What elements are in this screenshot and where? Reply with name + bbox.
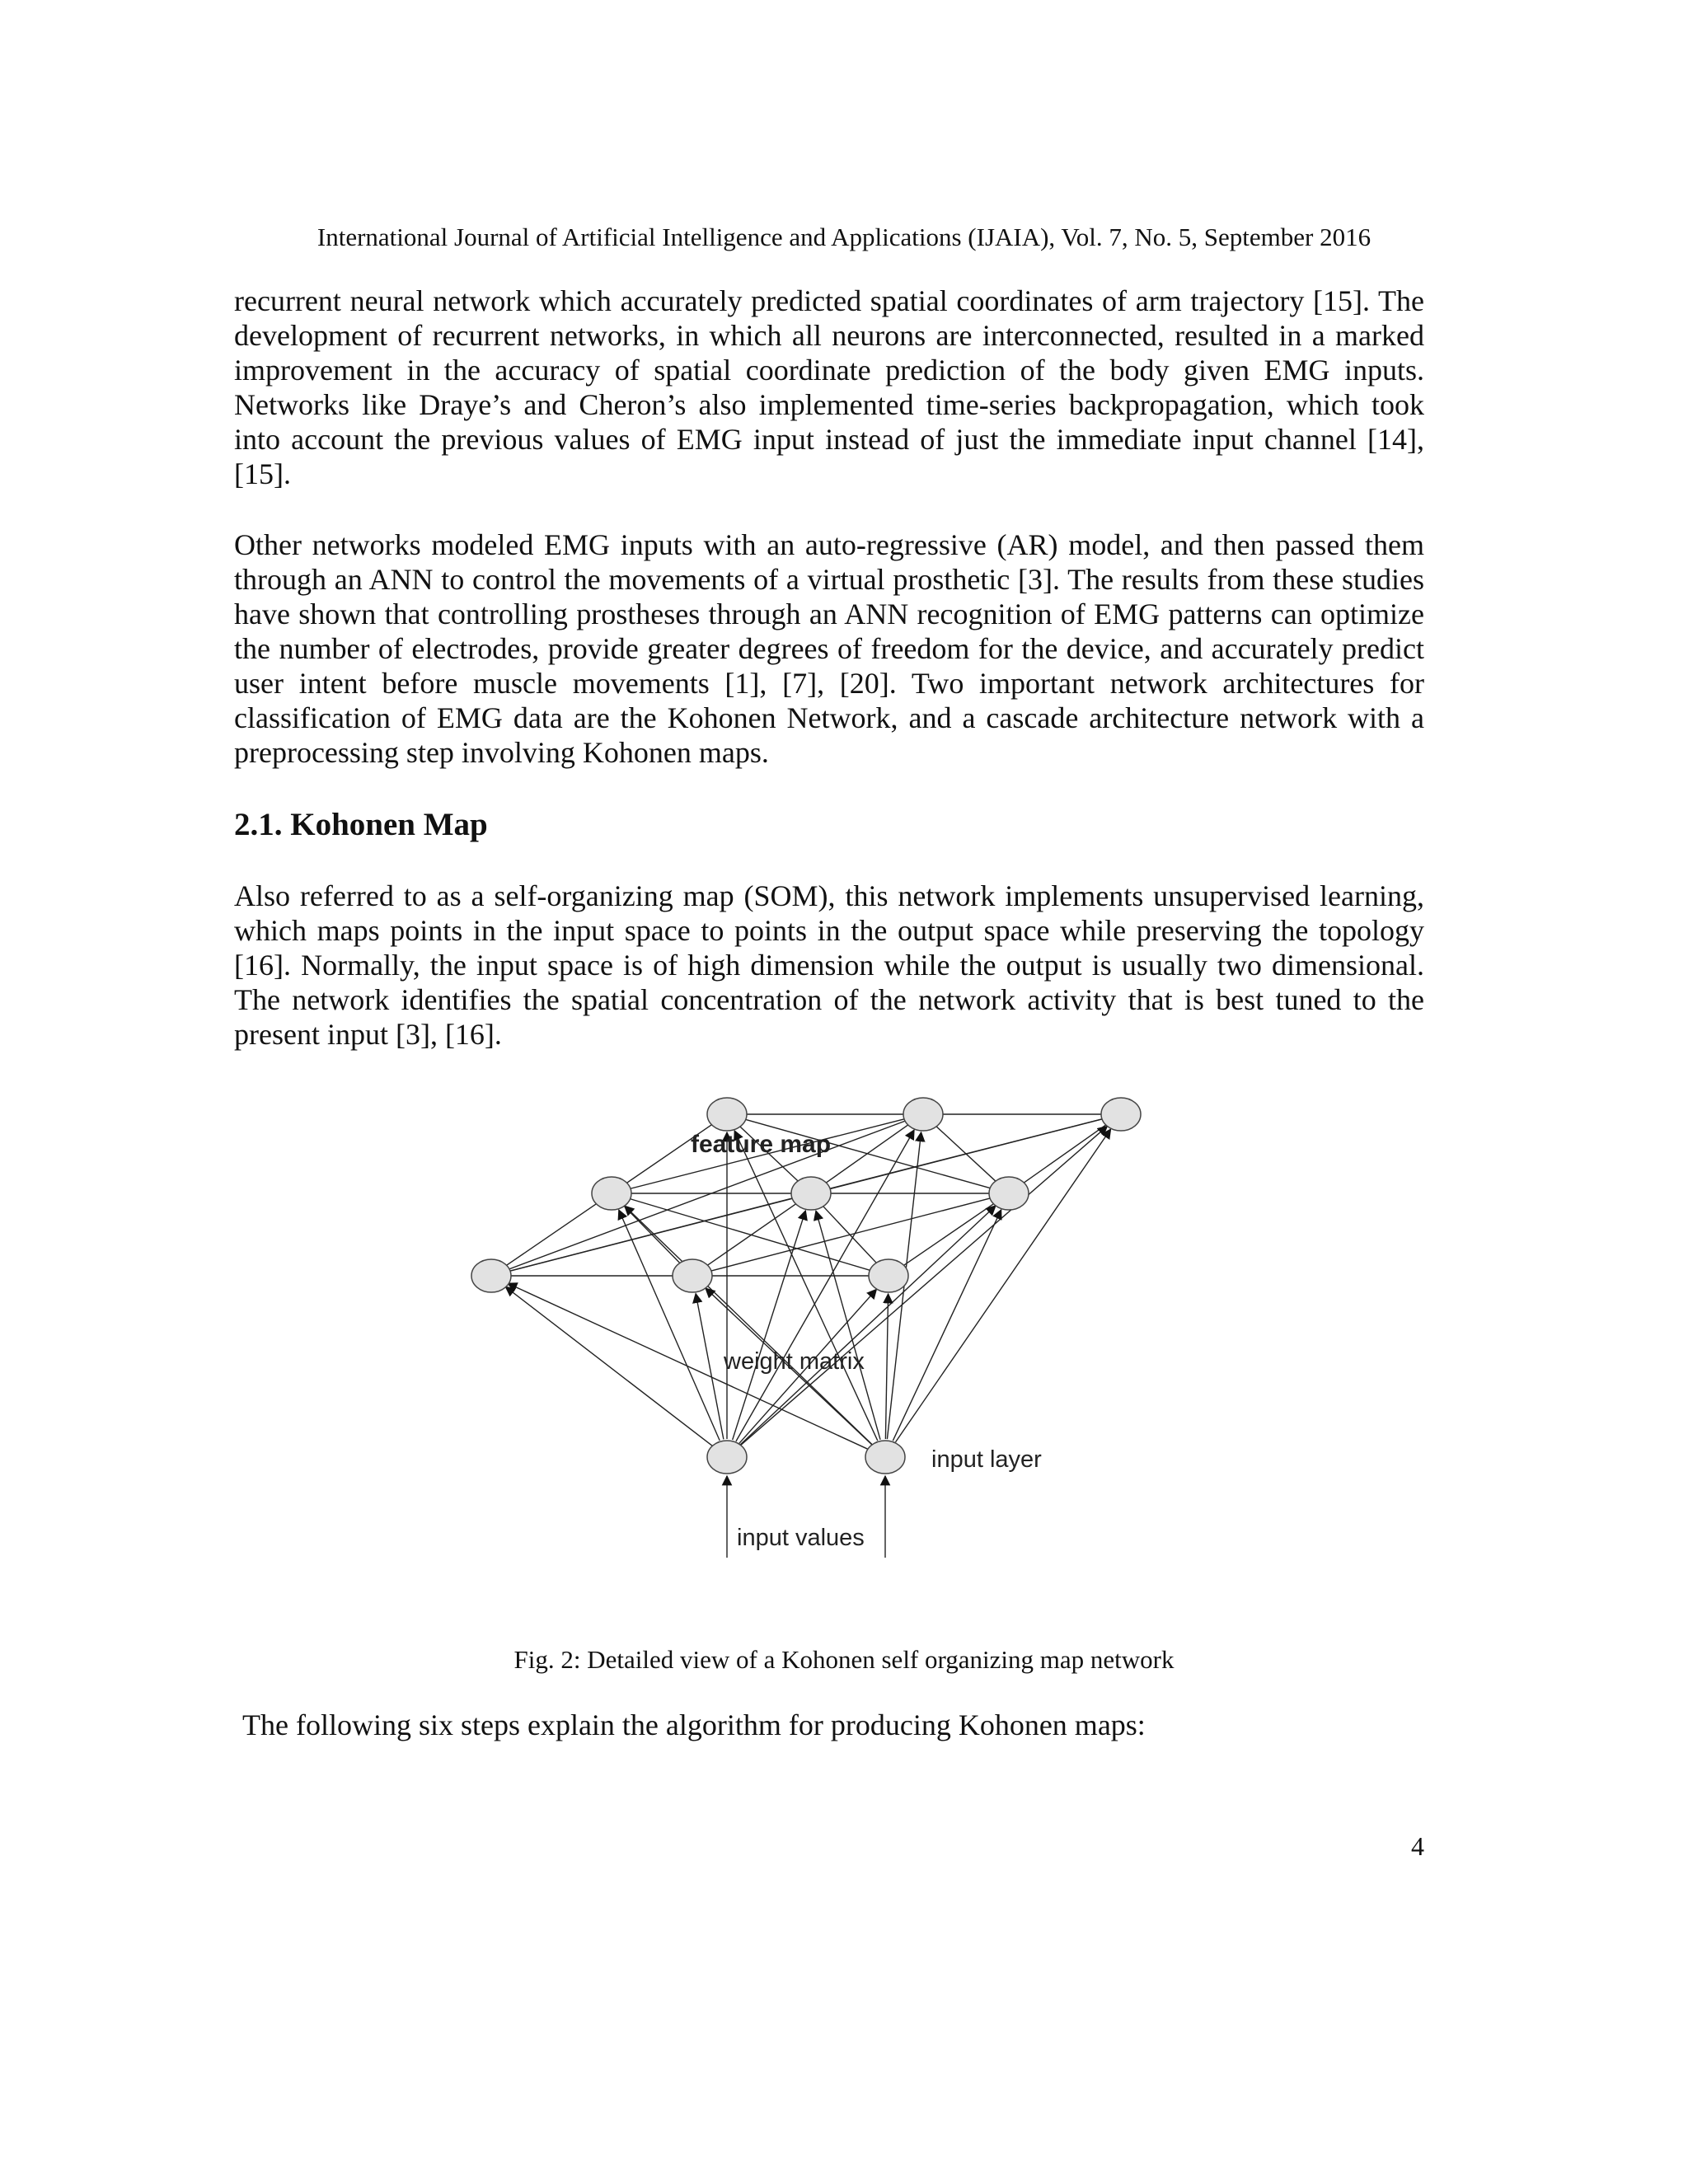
- feature-map-label: feature map: [691, 1131, 832, 1158]
- weight-link: [505, 1286, 712, 1446]
- weight-link: [741, 1126, 1108, 1445]
- weight-link: [625, 1206, 872, 1444]
- feature-map-link: [505, 1202, 598, 1266]
- feature-map-link: [903, 1202, 996, 1266]
- feature-map-link: [1022, 1124, 1107, 1184]
- feature-map-neuron: [592, 1177, 631, 1210]
- weight-link: [885, 1294, 888, 1439]
- kohonen-network-figure: [462, 1080, 1170, 1574]
- body-paragraph-2: Other networks modeled EMG inputs with an auto-regressive (AR) model, and then passed them through an ANN to control the movements of a virtual prosthetic [3]. The results from these studies have shown that controlling prostheses through an ANN recognition of EMG patterns can optimize the number of electrodes, provide greater degrees of freedom for the device, and accurately predict user intent before muscle movements [1], [7], [20]. Two important network architectures for classification of EMG data are the Kohonen Network, and a cascade architecture network with a preprocessing step involving Kohonen maps.: [234, 528, 1424, 769]
- input-values-label: input values: [737, 1525, 865, 1551]
- section-heading: 2.1. Kohonen Map: [234, 807, 488, 842]
- feature-map-neuron: [869, 1259, 908, 1292]
- page-number: 4: [1411, 1831, 1424, 1861]
- kohonen-diagram: [462, 1080, 1170, 1574]
- body-paragraph-3: Also referred to as a self-organizing map (SOM), this network implements unsupervised learning, which maps points in the input space to points in the output space while preserving the topology [16]. Normally, the input space is of high dimension while the output is usually two dimensional. The network identifies the spatial concentration of the network activity that is best tuned to the present input [3], [16].: [234, 879, 1424, 1051]
- feature-map-neuron: [471, 1259, 511, 1292]
- figure-caption: Fig. 2: Detailed view of a Kohonen self organizing map network: [513, 1645, 1175, 1674]
- lead-sentence: The following six steps explain the algorithm for producing Kohonen maps:: [242, 1708, 1146, 1741]
- input-neuron: [707, 1441, 747, 1474]
- feature-map-neuron: [673, 1259, 712, 1292]
- weight-link: [733, 1211, 806, 1440]
- weight-link: [895, 1129, 1110, 1442]
- feature-map-neuron: [1101, 1098, 1141, 1131]
- running-header: International Journal of Artificial Intelligence and Applications (IJAIA), Vol. 7, No. 5, September 2016: [316, 223, 1372, 251]
- feature-map-neuron: [791, 1177, 831, 1210]
- feature-map-neuron: [903, 1098, 943, 1131]
- feature-map-neuron: [707, 1098, 747, 1131]
- body-paragraph-1: recurrent neural network which accurately predicted spatial coordinates of arm trajectory [15]. The development of recurrent networks, in which all neurons are interconnected, resulted in a marked improvement in the accuracy of spatial coordinate prediction of the body given EMG inputs. Networks like Draye’s and Cheron’s also implemented time-series backpropagation, which took into account the previous values of EMG input instead of just the immediate input channel [14], [15].: [234, 284, 1424, 490]
- weight-matrix-label: weight matrix: [724, 1348, 865, 1375]
- input-layer-label: input layer: [931, 1446, 1042, 1473]
- weight-link: [619, 1210, 720, 1441]
- input-neuron: [865, 1441, 905, 1474]
- weight-link: [740, 1206, 996, 1445]
- feature-map-neuron: [989, 1177, 1029, 1210]
